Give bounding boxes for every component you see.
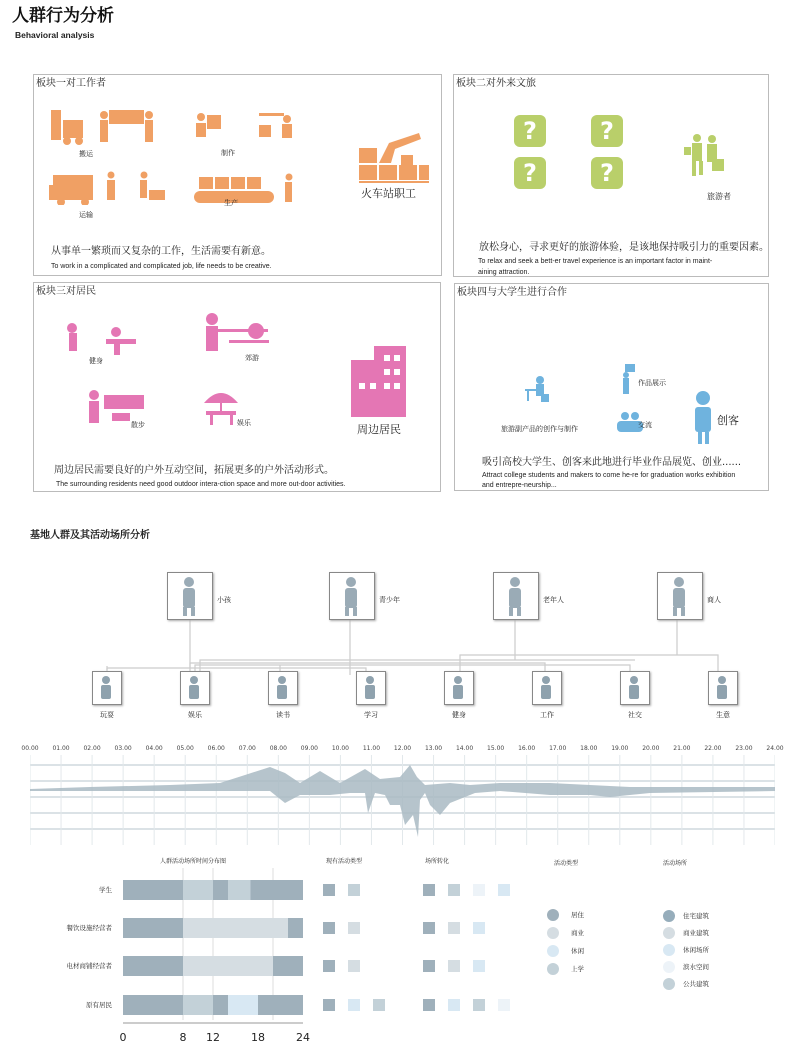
time-tick-label: 21.00 xyxy=(673,745,691,752)
x-tick-label: 24 xyxy=(296,1031,310,1044)
group-card xyxy=(493,572,539,620)
activity-icon xyxy=(709,672,736,703)
time-tick-label: 15.00 xyxy=(487,745,505,752)
time-tick-label: 11.00 xyxy=(362,745,381,752)
type-legend-title: 活动类型 xyxy=(554,860,579,867)
label-exchange: 交流 xyxy=(638,421,652,429)
bar-segment-居住 xyxy=(213,995,228,1015)
carry-box-icon xyxy=(109,110,144,124)
panel-title: 板块三对居民 xyxy=(36,286,96,297)
activity-label: 社交 xyxy=(628,711,642,719)
bar-segment-上学 xyxy=(228,880,251,900)
tourists-icon xyxy=(682,133,727,178)
person-silhouette-icon xyxy=(494,573,537,618)
time-tick-label: 16.00 xyxy=(518,745,536,752)
bar-segment-居住 xyxy=(123,995,183,1015)
legend-swatch xyxy=(663,910,675,922)
label-outing: 郊游 xyxy=(245,354,259,362)
legend-swatch xyxy=(547,945,559,957)
existing-type-swatch xyxy=(323,922,335,934)
group-label: 青少年 xyxy=(379,596,400,604)
section-title: 基地人群及其活动场所分析 xyxy=(30,530,150,541)
chart-title: 人群活动场所时间分布图 xyxy=(160,858,227,865)
panel-students xyxy=(454,283,769,491)
panel-text-en-2: and entrepre-neurship... xyxy=(482,482,557,489)
legend-label: 滨水空间 xyxy=(683,963,709,971)
activity-label: 娱乐 xyxy=(188,711,202,719)
cart-icon xyxy=(141,172,148,179)
panel-tourism xyxy=(453,74,769,277)
label-exhibit: 作品展示 xyxy=(638,379,666,387)
exercise-icon xyxy=(67,323,77,333)
person-silhouette-icon xyxy=(168,573,211,618)
activity-label: 生意 xyxy=(716,711,730,719)
activity-timeline-wave xyxy=(30,755,775,845)
existing-type-swatch xyxy=(348,960,360,972)
activity-card xyxy=(532,671,562,705)
question-icon: ? xyxy=(591,157,623,189)
bar-segment-居住 xyxy=(251,880,304,900)
time-tick-label: 20.00 xyxy=(642,745,660,752)
legend-label: 休闲场所 xyxy=(683,946,709,954)
row-label: 学生 xyxy=(99,886,112,894)
conversion-swatch xyxy=(473,960,485,972)
label-entertain: 娱乐 xyxy=(237,419,251,427)
activity-card xyxy=(708,671,738,705)
person-silhouette-icon xyxy=(658,573,701,618)
existing-type-swatch xyxy=(348,999,360,1011)
activity-card xyxy=(92,671,122,705)
craft-icon xyxy=(197,113,205,121)
x-tick-label: 18 xyxy=(251,1031,265,1044)
group-label: 小孩 xyxy=(217,596,231,604)
group-label: 商人 xyxy=(707,596,721,604)
question-icon: ? xyxy=(591,115,623,147)
existing-type-swatch xyxy=(323,884,335,896)
group-card xyxy=(329,572,375,620)
group-card xyxy=(657,572,703,620)
bar-segment-居住 xyxy=(273,956,303,976)
legend-label: 商业 xyxy=(571,929,584,937)
legend-label: 上学 xyxy=(571,965,584,973)
exchange-icon xyxy=(621,412,629,420)
label-walk: 散步 xyxy=(131,421,145,429)
panel-title: 板块二对外来文旅 xyxy=(456,78,536,89)
activity-icon xyxy=(445,672,472,703)
existing-types-title: 现有活动类型 xyxy=(326,858,363,865)
activity-label: 工作 xyxy=(540,711,554,719)
time-tick-label: 04.00 xyxy=(145,745,163,752)
page-title: 人群行为分析 xyxy=(12,6,114,26)
conversion-swatch xyxy=(423,960,435,972)
legend-swatch xyxy=(663,978,675,990)
panel-workers xyxy=(33,74,442,276)
label-produce: 生产 xyxy=(224,199,238,207)
time-tick-label: 19.00 xyxy=(611,745,629,752)
role-label: 创客 xyxy=(717,414,739,427)
legend-label: 居住 xyxy=(571,911,584,919)
panel-residents xyxy=(33,282,441,492)
bar-segment-居住 xyxy=(123,956,183,976)
time-tick-label: 10.00 xyxy=(331,745,349,752)
connector-lines xyxy=(0,615,790,675)
x-tick-label: 0 xyxy=(119,1031,127,1044)
time-tick-label: 09.00 xyxy=(300,745,318,752)
legend-label: 商业建筑 xyxy=(683,929,709,937)
panel-text-zh: 从事单一繁琐而又复杂的工作，生活需要有新意。 xyxy=(51,246,271,257)
activity-card xyxy=(180,671,210,705)
activity-icon xyxy=(621,672,648,703)
question-icon: ? xyxy=(514,115,546,147)
label-fitness: 健身 xyxy=(89,357,103,365)
conversion-swatch xyxy=(448,922,460,934)
page-subtitle: Behavioral analysis xyxy=(15,30,95,40)
conversion-swatch xyxy=(423,999,435,1011)
conversion-swatch xyxy=(423,884,435,896)
label-make: 制作 xyxy=(221,149,235,157)
panel-text-zh: 周边居民需要良好的户外互动空间，拓展更多的户外活动形式。 xyxy=(54,465,334,476)
conversion-swatch xyxy=(498,999,510,1011)
activity-icon xyxy=(533,672,560,703)
time-tick-label: 13.00 xyxy=(424,745,443,752)
assembly-icon xyxy=(259,113,284,116)
time-tick-label: 14.00 xyxy=(455,745,474,752)
maker-icon xyxy=(696,391,710,405)
conveyor-icon xyxy=(199,177,213,189)
activity-icon xyxy=(93,672,120,703)
label-product-creation: 旅游副产品的创作与制作 xyxy=(501,425,578,433)
conversion-swatch xyxy=(448,999,460,1011)
bar-segment-居住 xyxy=(213,880,228,900)
bar-segment-休闲 xyxy=(228,995,258,1015)
activity-label: 读书 xyxy=(276,711,290,719)
panel-text-en: The surrounding residents need good outdoor intera-ction space and more out-door activities. xyxy=(56,481,346,488)
panel-text-en: To work in a complicated and complicated job, life needs to be creative. xyxy=(51,263,272,270)
group-card xyxy=(167,572,213,620)
time-tick-label: 18.00 xyxy=(580,745,598,752)
legend-swatch xyxy=(663,927,675,939)
existing-type-swatch xyxy=(348,884,360,896)
legend-swatch xyxy=(547,909,559,921)
time-tick-label: 23.00 xyxy=(735,745,753,752)
conversion-title: 场所转化 xyxy=(425,858,450,865)
activity-icon xyxy=(269,672,296,703)
time-tick-label: 05.00 xyxy=(176,745,194,752)
walk-dog-icon xyxy=(89,390,99,400)
conversion-swatch xyxy=(473,999,485,1011)
picnic-icon xyxy=(204,393,238,403)
activity-card xyxy=(356,671,386,705)
activity-icon xyxy=(357,672,384,703)
time-tick-label: 00.00 xyxy=(21,745,39,752)
panel-text-en: To relax and seek a bett-er travel experience is an important factor in maint- xyxy=(478,258,713,265)
bar-segment-居住 xyxy=(288,918,303,938)
existing-type-swatch xyxy=(323,999,335,1011)
time-tick-label: 17.00 xyxy=(549,745,567,752)
panel-text-zh: 吸引高校大学生、创客来此地进行毕业作品展览、创业...... xyxy=(482,457,742,468)
activity-label: 玩耍 xyxy=(100,711,114,719)
time-tick-label: 06.00 xyxy=(207,745,225,752)
crane-cargo-icon xyxy=(359,133,429,183)
bar-segment-商业 xyxy=(183,918,288,938)
bar-segment-居住 xyxy=(123,880,183,900)
row-label: 电材商铺经营者 xyxy=(66,962,112,970)
legend-swatch xyxy=(663,944,675,956)
legend-swatch xyxy=(547,963,559,975)
legend-label: 公共建筑 xyxy=(683,980,709,988)
conversion-swatch xyxy=(473,922,485,934)
time-tick-label: 22.00 xyxy=(704,745,722,752)
time-tick-label: 03.00 xyxy=(114,745,132,752)
x-tick-label: 12 xyxy=(206,1031,220,1044)
existing-type-swatch xyxy=(373,999,385,1011)
legend-swatch xyxy=(547,927,559,939)
conversion-swatch xyxy=(448,884,460,896)
activity-card xyxy=(444,671,474,705)
role-label: 火车站职工 xyxy=(361,187,416,200)
label-carry: 搬运 xyxy=(79,150,93,158)
row-label: 原有居民 xyxy=(86,1001,112,1009)
group-label: 老年人 xyxy=(543,596,564,604)
activity-card xyxy=(268,671,298,705)
activity-card xyxy=(620,671,650,705)
time-tick-label: 12.00 xyxy=(393,745,412,752)
time-tick-label: 07.00 xyxy=(238,745,256,752)
bar-segment-上学 xyxy=(183,880,213,900)
panel-text-en: Attract college students and makers to come he-re for graduation works exhibition xyxy=(482,472,736,479)
question-icon: ? xyxy=(514,157,546,189)
outing-icon xyxy=(206,313,218,325)
time-tick-label: 24.00 xyxy=(766,745,784,752)
existing-type-swatch xyxy=(323,960,335,972)
bar-segment-居住 xyxy=(123,918,183,938)
time-tick-label: 08.00 xyxy=(269,745,287,752)
activity-label: 学习 xyxy=(364,711,378,719)
conversion-swatch xyxy=(423,922,435,934)
forklift-icon xyxy=(51,110,61,140)
existing-type-swatch xyxy=(348,922,360,934)
activity-icon xyxy=(181,672,208,703)
bar-segment-商业 xyxy=(183,956,273,976)
panel-title: 板块一对工作者 xyxy=(36,78,106,89)
legend-label: 休闲 xyxy=(571,947,584,955)
time-distribution-chart xyxy=(120,868,310,1028)
place-legend-title: 活动场所 xyxy=(663,860,688,867)
role-label: 周边居民 xyxy=(357,423,401,436)
exhibit-icon xyxy=(625,364,635,372)
x-tick-label: 8 xyxy=(179,1031,187,1044)
person-silhouette-icon xyxy=(330,573,373,618)
panel-text-zh: 放松身心，寻求更好的旅游体验，是该地保持吸引力的重要因素。 xyxy=(479,242,769,253)
activity-label: 健身 xyxy=(452,711,466,719)
panel-title: 板块四与大学生进行合作 xyxy=(457,287,567,298)
legend-label: 住宅建筑 xyxy=(683,912,709,920)
conversion-swatch xyxy=(498,884,510,896)
legend-swatch xyxy=(663,961,675,973)
row-label: 餐饮设施经营者 xyxy=(66,924,112,932)
bar-segment-上学 xyxy=(183,995,213,1015)
conversion-swatch xyxy=(473,884,485,896)
desk-work-icon xyxy=(536,376,544,384)
conversion-swatch xyxy=(448,960,460,972)
time-tick-label: 01.00 xyxy=(52,745,70,752)
time-tick-label: 02.00 xyxy=(83,745,101,752)
bar-segment-居住 xyxy=(258,995,303,1015)
label-transport: 运输 xyxy=(79,211,93,219)
role-label: 旅游者 xyxy=(707,192,731,201)
panel-text-en-2: aining attraction. xyxy=(478,269,530,276)
